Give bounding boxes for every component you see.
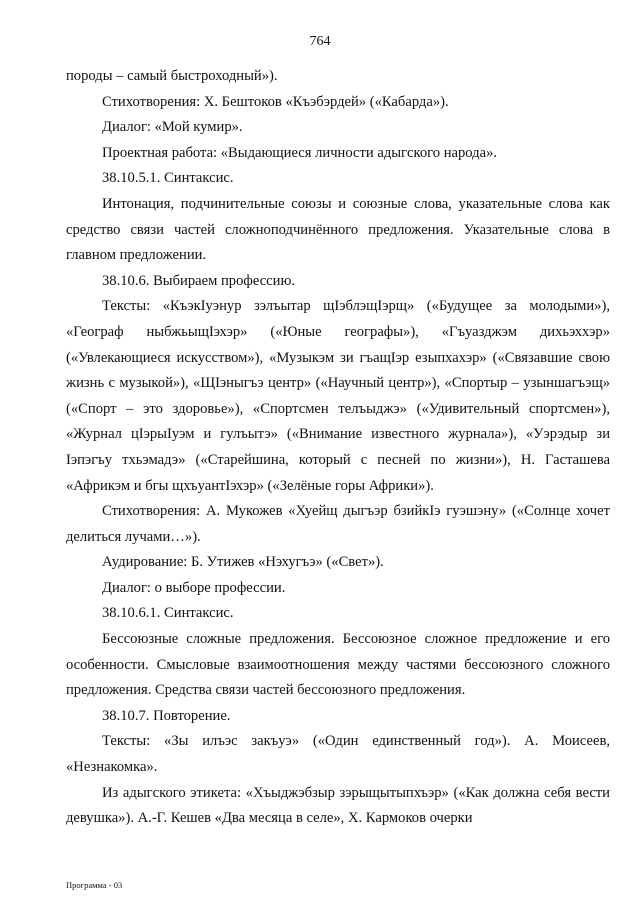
page-footer: Программа - 03 xyxy=(66,880,123,890)
paragraph-project-work: Проектная работа: «Выдающиеся личности адыгского народа». xyxy=(102,144,498,161)
section-heading-38-10-6: 38.10.6. Выбираем профессию. xyxy=(102,272,296,289)
page-number: 764 xyxy=(309,34,331,49)
paragraph-poems-beshtokov: Стихотворения: Х. Бештоков «Къэбэрдей» («Кабарда»). xyxy=(102,93,449,110)
paragraph-texts-repetition: Тексты: «Зы илъэс закъуэ» («Один единственный год»). А. Моисеев, «Незнакомка». xyxy=(66,733,610,776)
paragraph-dialog-idol: Диалог: «Мой кумир». xyxy=(102,119,243,136)
paragraph-poems-mukozhev: Стихотворения: А. Мукожев «Хуейщ дыгъэр бзийкIэ гуэшэну» («Солнце хочет делиться лучами…»). xyxy=(66,503,610,545)
paragraph-asyndetic: Бессоюзные сложные предложения. Бессоюзное сложное предложение и его особенности. Смысловые взаимоотношения между частями бессоюзного сложного предложения. Средства связи частей бессоюзного предложения. xyxy=(66,631,610,699)
paragraph-continuation: породы – самый быстроходный»). xyxy=(66,68,278,84)
section-heading-38-10-5-1: 38.10.5.1. Синтаксис. xyxy=(102,170,234,187)
paragraph-intonation: Интонация, подчинительные союзы и союзные слова, указательные слова как средство связи частей сложноподчинённого предложения. Указательные слова в главном предложении. xyxy=(66,195,610,264)
document-body xyxy=(66,64,610,832)
paragraph-etiquette: Из адыгского этикета: «Хъыджэбзыр зэрыщытыпхъэр» («Как должна себя вести девушка»). А.-Г. Кешев «Два месяца в селе», Х. Кармоков очерки xyxy=(66,784,610,827)
section-heading-38-10-6-1: 38.10.6.1. Синтаксис. xyxy=(102,605,234,622)
section-heading-38-10-7: 38.10.7. Повторение. xyxy=(102,707,231,724)
paragraph-listening: Аудирование: Б. Утижев «Нэхугъэ» («Свет»). xyxy=(102,554,384,571)
paragraph-texts-profession: Тексты: «КъэкIуэнур зэлъытар щIэблэщIэрщ» («Будущее за молодыми»), «Географ ныбжьыщIэхэр» («Юные географы»), «Гъуазджэм дихьэххэр» («Увлекающиеся искусством»), «Музыкэм зи гъащIэр езыпхахэр» («Связавшие свою жизнь с музыкой»), «ЩIэныгъэ центр» («Научный центр»), «Спортыр – узыншагъэщ» («Спорт – это здоровье»), «Спортсмен телъыджэ» («Удивительный спортсмен»), «Журнал цIэрыIуэм и гулъытэ» («Внимание известного журнала»), «Уэрэдыр зи Iэпэгъу тхьэмадэ» («Старейшина, который с песней по жизни»), Н. Гасташева «Африкэм и бгы щхъуантIэхэр» («Зелёные горы Африки»). xyxy=(66,298,610,494)
paragraph-dialog-profession: Диалог: о выборе профессии. xyxy=(102,579,286,596)
